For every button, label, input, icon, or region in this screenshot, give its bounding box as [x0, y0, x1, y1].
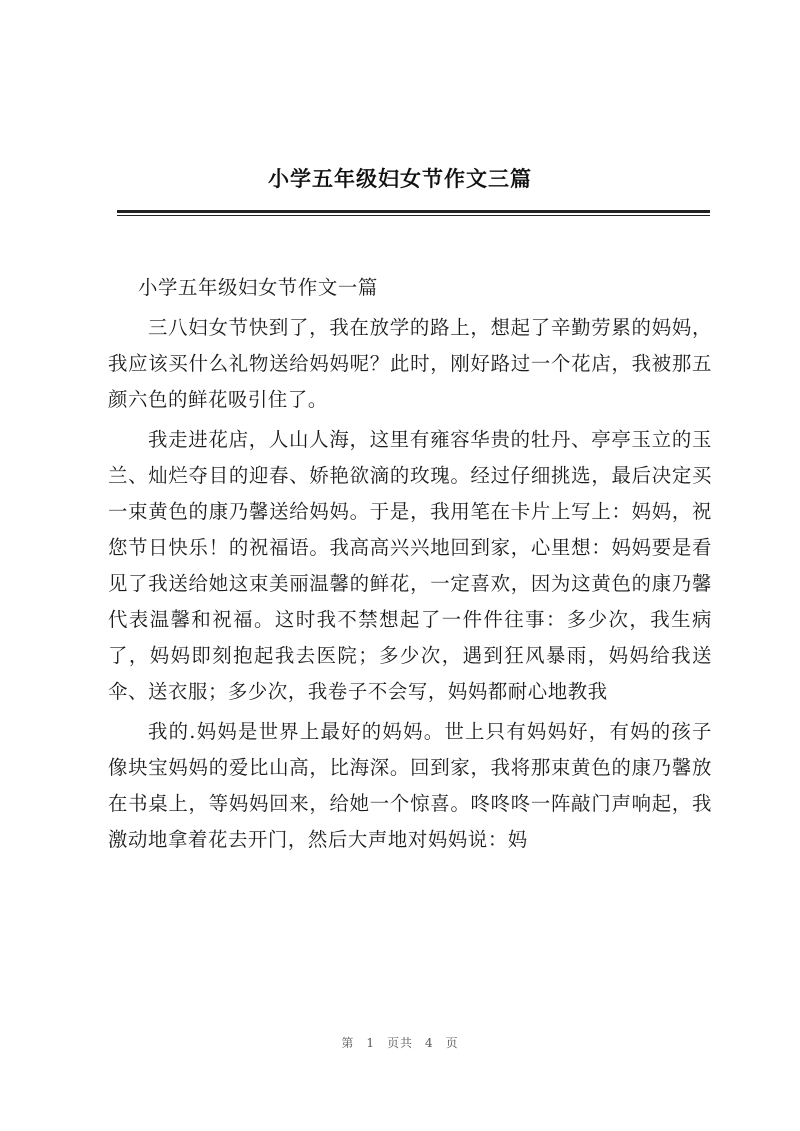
document-body [108, 270, 712, 862]
footer-current-page: 1 [366, 1036, 375, 1050]
footer-total-pages: 4 [425, 1036, 434, 1050]
paragraph-3: 我的.妈妈是世界上最好的妈妈。世上只有妈妈好，有妈的孩子像块宝妈妈的爱比山高，比海深。回到家，我将那束黄色的康乃馨放在书桌上，等妈妈回来，给她一个惊喜。咚咚咚一阵敲门声响起，我激动地拿着花去开门，然后大声地对妈妈说：妈 [108, 720, 712, 851]
paragraph-2: 我走进花店，人山人海，这里有雍容华贵的牡丹、亭亭玉立的玉兰、灿烂夺目的迎春、娇艳欲滴的玫瑰。经过仔细挑选，最后决定买一束黄色的康乃馨送给妈妈。于是，我用笔在卡片上写上：妈妈，祝您节日快乐！的祝福语。我高高兴兴地回到家，心里想：妈妈要是看见了我送给她这束美丽温馨的鲜花，一定喜欢，因为这黄色的康乃馨代表温馨和祝福。这时我不禁想起了一件件往事：多少次，我生病了，妈妈即刻抱起我去医院；多少次，遇到狂风暴雨，妈妈给我送伞、送衣服；多少次，我卷子不会写，妈妈都耐心地教我 [108, 428, 712, 703]
title-divider-thin [117, 215, 710, 216]
paragraph-1: 三八妇女节快到了，我在放学的路上，想起了辛勤劳累的妈妈，我应该买什么礼物送给妈妈呢？此时，刚好路过一个花店，我被那五颜六色的鲜花吸引住了。 [108, 316, 712, 411]
title-divider [117, 210, 710, 213]
footer-suffix: 页 [445, 1036, 459, 1050]
page-footer [0, 1034, 800, 1051]
footer-prefix: 第 [341, 1036, 355, 1050]
section-heading: 小学五年级妇女节作文一篇 [138, 276, 378, 299]
footer-middle: 页共 [386, 1036, 413, 1050]
document-title: 小学五年级妇女节作文三篇 [268, 167, 532, 191]
